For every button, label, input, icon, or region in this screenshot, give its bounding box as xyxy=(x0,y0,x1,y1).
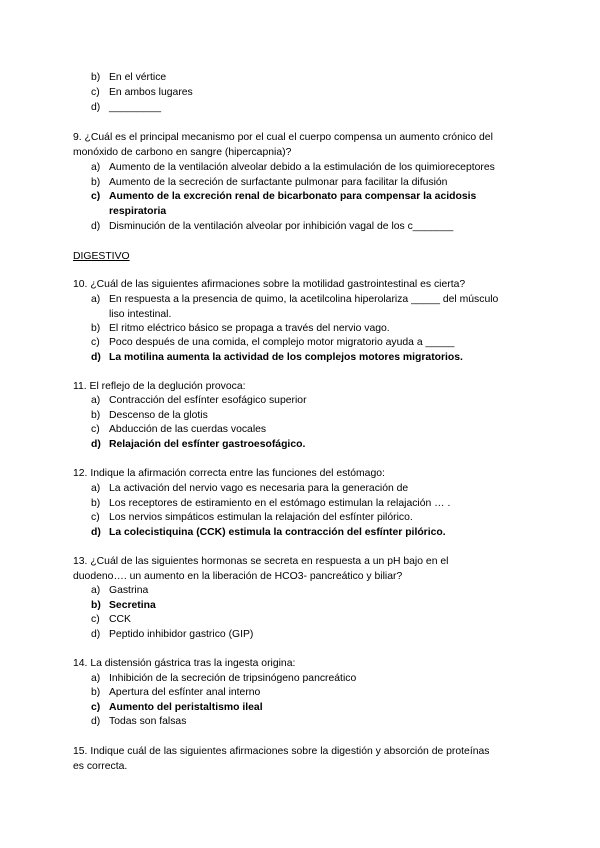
option-letter: b) xyxy=(91,498,101,509)
option-text: Apertura del esfínter anal interno xyxy=(109,687,261,698)
option-letter: c) xyxy=(91,87,100,98)
q12-option-a xyxy=(91,482,531,497)
option-letter: b) xyxy=(91,177,101,188)
q9-option-d xyxy=(91,220,531,235)
q12-option-d-correct xyxy=(91,526,531,541)
option-letter: a) xyxy=(91,162,101,173)
q9-option-c-correct xyxy=(91,190,531,220)
option-text: Gastrina xyxy=(109,585,149,596)
option-text: El ritmo eléctrico básico se propaga a través del nervio vago. xyxy=(109,323,390,334)
question-15-stem-line-1: 15. Indique cuál de las siguientes afirmaciones sobre la digestión y absorción de proteínas xyxy=(73,746,490,757)
q13-option-c xyxy=(91,613,531,628)
question-12-stem: 12. Indique la afirmación correcta entre las funciones del estómago: xyxy=(73,468,385,479)
option-text: Los nervios simpáticos estimulan la relajación del esfínter pilórico. xyxy=(109,512,413,523)
option-text: Contracción del esfínter esofágico superior xyxy=(109,395,307,406)
option-text: Todas son falsas xyxy=(109,716,187,727)
option-text: Descenso de la glotis xyxy=(109,410,208,421)
option-letter: d) xyxy=(91,629,101,640)
option-text-continued: liso intestinal. xyxy=(109,309,172,320)
option-text: Disminución de la ventilación alveolar por inhibición vagal de los c_______ xyxy=(109,221,454,232)
question-13-stem-line-2: duodeno…. un aumento en la liberación de HCO3- pancreático y biliar? xyxy=(73,571,403,582)
option-letter: d) xyxy=(91,102,101,113)
option-letter: c) xyxy=(91,191,101,202)
q12-option-b xyxy=(91,497,531,512)
option-letter: b) xyxy=(91,687,101,698)
option-text: Aumento de la ventilación alveolar debido a la estimulación de los quimioreceptores xyxy=(109,162,495,173)
option-text: Abducción de las cuerdas vocales xyxy=(109,424,267,435)
q9-option-a xyxy=(91,161,531,176)
q14-option-b xyxy=(91,686,531,701)
option-letter: d) xyxy=(91,221,101,232)
q11-option-a xyxy=(91,394,531,409)
q10-option-b xyxy=(91,322,531,337)
option-letter: d) xyxy=(91,439,101,450)
option-letter: a) xyxy=(91,673,101,684)
question-15-stem-line-2: es correcta. xyxy=(73,761,128,772)
q13-option-a xyxy=(91,584,531,599)
option-letter: d) xyxy=(91,352,101,363)
option-letter: c) xyxy=(91,614,100,625)
option-c xyxy=(91,86,511,101)
option-letter: c) xyxy=(91,424,100,435)
section-title-digestivo: DIGESTIVO xyxy=(73,251,130,262)
option-text: Secretina xyxy=(109,600,156,611)
option-letter: a) xyxy=(91,483,101,494)
option-text: En el vértice xyxy=(109,72,167,83)
question-9-stem-line-2: monóxido de carbono en sangre (hipercapnia)? xyxy=(73,147,292,158)
option-letter: a) xyxy=(91,585,101,596)
option-letter: b) xyxy=(91,72,101,83)
q14-option-d xyxy=(91,715,531,730)
option-text: Los receptores de estiramiento en el estómago estimulan la relajación … . xyxy=(109,498,451,509)
question-9-stem-line-1: 9. ¿Cuál es el principal mecanismo por el cual el cuerpo compensa un aumento crónico del xyxy=(73,132,493,143)
option-text: Peptido inhibidor gastrico (GIP) xyxy=(109,629,254,640)
option-letter: b) xyxy=(91,600,101,611)
option-text: La colecistiquina (CCK) estimula la contracción del esfínter pilórico. xyxy=(109,527,446,538)
option-text: Aumento de la excreción renal de bicarbonato para compensar la acidosis xyxy=(109,191,477,202)
option-letter: c) xyxy=(91,702,101,713)
option-letter: d) xyxy=(91,527,101,538)
option-text: CCK xyxy=(109,614,131,625)
option-text: En ambos lugares xyxy=(109,87,193,98)
q10-option-d-correct xyxy=(91,351,531,366)
option-letter: b) xyxy=(91,410,101,421)
option-text: La activación del nervio vago es necesaria para la generación de xyxy=(109,483,409,494)
q10-option-a xyxy=(91,293,531,323)
option-letter: d) xyxy=(91,716,101,727)
option-text: Aumento de la secreción de surfactante pulmonar para facilitar la difusión xyxy=(109,177,448,188)
option-letter: a) xyxy=(91,395,101,406)
option-b xyxy=(91,71,511,86)
option-letter: a) xyxy=(91,294,101,305)
option-text-continued: respiratoria xyxy=(109,206,167,217)
option-text: Aumento del peristaltismo ileal xyxy=(109,702,263,713)
question-14-stem: 14. La distensión gástrica tras la ingesta origina: xyxy=(73,658,296,669)
question-11-stem: 11. El reflejo de la deglución provoca: xyxy=(73,381,246,392)
q9-option-b xyxy=(91,176,531,191)
option-text: En respuesta a la presencia de quimo, la acetilcolina hiperolariza _____ del músculo xyxy=(109,294,499,305)
q11-option-d-correct xyxy=(91,438,531,453)
option-text: La motilina aumenta la actividad de los complejos motores migratorios. xyxy=(109,352,463,363)
option-text: Relajación del esfínter gastroesofágico. xyxy=(109,439,306,450)
option-text: _________ xyxy=(109,102,162,113)
q10-option-c xyxy=(91,336,531,351)
q13-option-b-correct xyxy=(91,599,531,614)
option-text: Inhibición de la secreción de tripsinógeno pancreático xyxy=(109,673,357,684)
option-letter: c) xyxy=(91,337,100,348)
option-letter: c) xyxy=(91,512,100,523)
q12-option-c xyxy=(91,511,531,526)
q14-option-c-correct xyxy=(91,701,531,716)
q11-option-b xyxy=(91,409,531,424)
question-10-stem: 10. ¿Cuál de las siguientes afirmaciones sobre la motilidad gastrointestinal es cierta? xyxy=(73,279,466,290)
q14-option-a xyxy=(91,672,531,687)
question-13-stem-line-1: 13. ¿Cuál de las siguientes hormonas se secreta en respuesta a un pH bajo en el xyxy=(73,556,449,567)
q11-option-c xyxy=(91,423,531,438)
option-d xyxy=(91,101,511,116)
option-text: Poco después de una comida, el complejo motor migratorio ayuda a _____ xyxy=(109,337,455,348)
q13-option-d xyxy=(91,628,531,643)
option-letter: b) xyxy=(91,323,101,334)
